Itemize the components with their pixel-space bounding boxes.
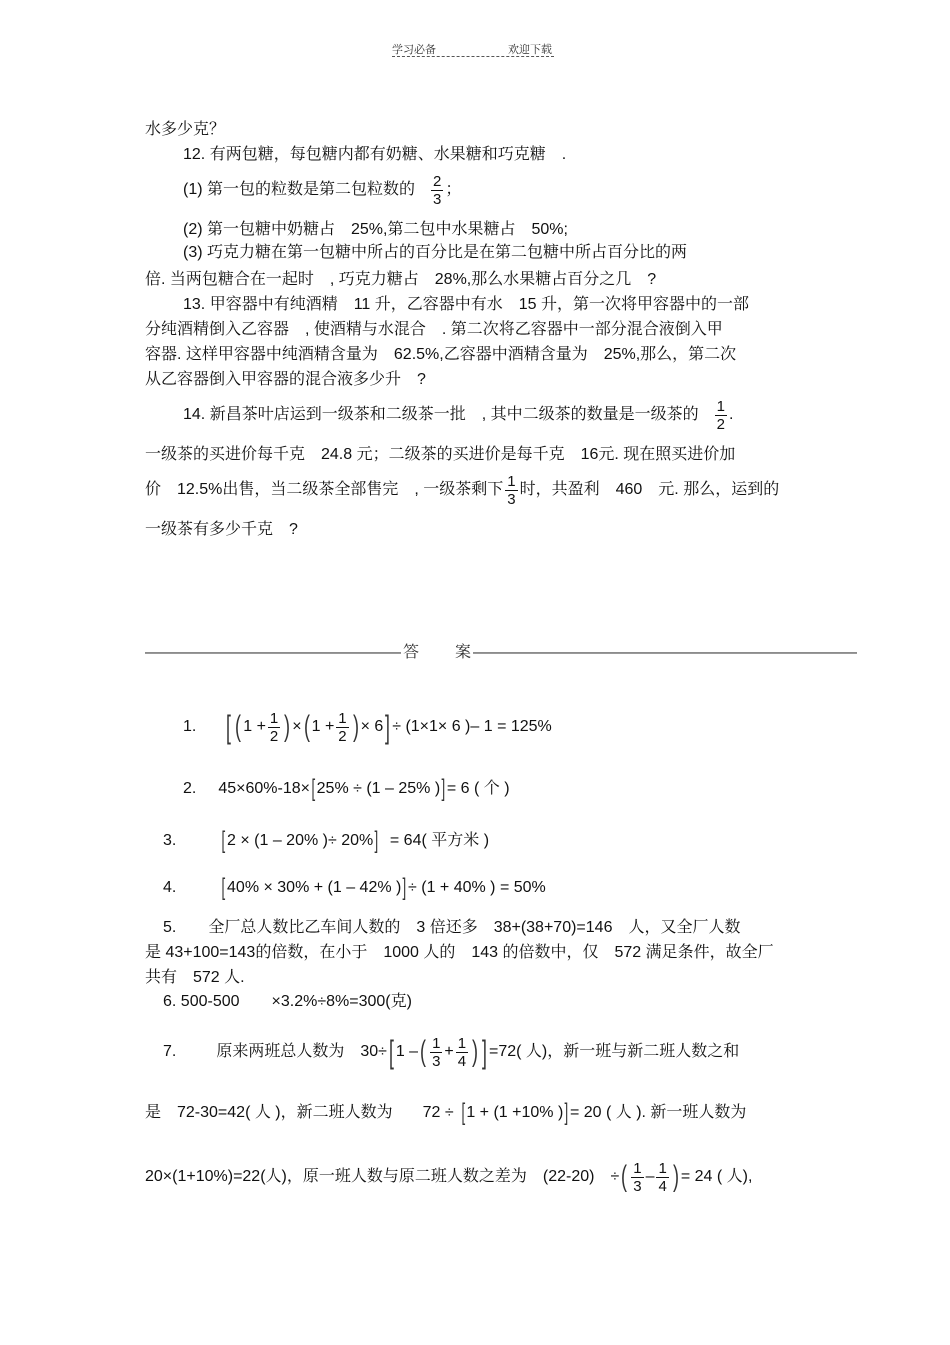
problem-13-line-3: 容器. 这样甲容器中纯酒精含量为 62.5%,乙容器中酒精含量为 25%,那么，第二次 — [145, 346, 737, 363]
bracket-open: [ — [461, 1099, 465, 1126]
header-right: 欢迎下载 — [508, 44, 552, 56]
problem-14-line-4: 一级茶有多少千克 ? — [145, 521, 298, 538]
answer-7-line-2 — [145, 1100, 746, 1126]
paren-open: ( — [235, 710, 242, 743]
expr-text: 是 72-30=42( 人 )，新二班人数为 — [145, 1104, 393, 1121]
p14-line3-text: 价 12.5%出售，当二级茶全部售完 , 一级茶剩下 — [145, 481, 504, 498]
bracket-close: ] — [385, 709, 391, 745]
problem-12-condition-3b: 倍. 当两包糖合在一起时 , 巧克力糖占 28%,那么水果糖占百分之几 ? — [145, 271, 657, 288]
expr-text: 2 × (1 – 20% )÷ 20% — [227, 832, 374, 849]
answer-7-line-1 — [163, 1027, 739, 1077]
fraction-numerator: 1 — [432, 1034, 441, 1052]
fraction-numerator: 1 — [269, 709, 279, 727]
fraction-denominator: 2 — [269, 727, 279, 745]
paren-open: ( — [420, 1035, 427, 1068]
expr-text: 1 – — [395, 1043, 419, 1060]
p14-line1-end: . — [728, 406, 734, 423]
expr-text: ÷ (1 + 40% ) = 50% — [408, 879, 546, 896]
fraction-third — [430, 1035, 442, 1070]
fraction-denominator: 3 — [507, 490, 516, 508]
p14-fraction-third — [505, 473, 517, 508]
answer-4 — [163, 875, 546, 901]
divider-dashes-right: ———————————————————————— — [473, 644, 858, 661]
answer-5-line-2: 是 43+100=143的倍数，在小于 1000 人的 143 的倍数中，仅 572 满足条件，故全厂 — [145, 944, 774, 961]
problem-14-line-1 — [183, 395, 733, 435]
expr-text: 40% × 30% + (1 – 42% ) — [227, 879, 402, 896]
answer-3 — [163, 828, 489, 854]
problem-12-condition-3a: (3) 巧克力糖在第一包糖中所占的百分比是在第二包糖中所占百分比的两 — [183, 244, 688, 261]
header-rule — [392, 56, 554, 57]
answer-number: 7. — [163, 1043, 177, 1060]
expr-text: =72( 人)，新一班与新二班人数之和 — [489, 1043, 740, 1060]
bracket-open: [ — [221, 827, 226, 854]
fraction-numerator: 2 — [433, 172, 442, 190]
fraction-third — [631, 1160, 643, 1195]
p12-1-text: (1) 第一包的粒数是第二包粒数的 — [183, 181, 416, 198]
problem-13-line-2: 分纯酒精倒入乙容器 , 使酒精与水混合 . 第二次将乙容器中一部分混合液倒入甲 — [145, 321, 723, 338]
problem-12-intro: 12. 有两包糖，每包糖内都有奶糖、水果糖和巧克糖 . — [183, 146, 567, 163]
expr-text: – — [645, 1168, 655, 1185]
problem-13-line-4: 从乙容器倒入甲容器的混合液多少升 ? — [145, 371, 426, 388]
answer-5-line-3: 共有 572 人. — [145, 969, 245, 986]
p14-line3-end: 时，共盈利 460 元. 那么，运到的 — [519, 481, 780, 498]
bracket-close: ] — [482, 1034, 487, 1070]
expr-text: 1 + — [243, 718, 266, 735]
prev-problem-tail: 水多少克？ — [145, 121, 226, 138]
fraction-numerator: 1 — [338, 709, 347, 727]
answer-number: 2. — [183, 780, 197, 797]
fraction-numerator: 1 — [633, 1159, 642, 1177]
expr-text: 原来两班总人数为 30÷ — [216, 1043, 387, 1060]
fraction-numerator: 1 — [457, 1034, 467, 1052]
problem-12-condition-2: (2) 第一包糖中奶糖占 25%,第二包中水果糖占 50%; — [183, 221, 568, 238]
p12-1-end: ； — [445, 181, 462, 198]
answer-divider — [145, 643, 857, 663]
paren-close: ) — [472, 1035, 479, 1068]
expr-text: = 20 ( 人 ). 新一班人数为 — [569, 1104, 747, 1121]
fraction-numerator: 1 — [716, 397, 725, 415]
expr-text: 25% ÷ (1 – 25% ) — [316, 780, 441, 797]
fraction-quarter — [656, 1160, 668, 1195]
paren-open: ( — [621, 1160, 628, 1193]
fraction-half — [268, 710, 280, 745]
bracket-open: [ — [226, 709, 232, 745]
fraction-denominator: 4 — [658, 1177, 667, 1195]
fraction-half — [336, 710, 348, 745]
header-left: 学习必备 — [392, 44, 436, 56]
p12-1-fraction — [431, 173, 443, 208]
expr-text: × — [292, 718, 302, 735]
answer-number: 4. — [163, 879, 177, 896]
fraction-denominator: 3 — [633, 1177, 642, 1195]
divider-dashes-left: ———————————————— — [145, 644, 401, 661]
paren-close: ) — [352, 710, 359, 743]
fraction-numerator: 1 — [658, 1159, 667, 1177]
paren-close: ) — [672, 1160, 679, 1193]
answer-1 — [183, 702, 552, 752]
bracket-open: [ — [311, 775, 316, 802]
expr-text: = 6 ( 个 ) — [446, 780, 510, 797]
bracket-open: [ — [388, 1034, 394, 1070]
expr-text: 72 ÷ — [422, 1104, 454, 1121]
expr-text: 45×60%-18× — [218, 780, 310, 797]
expr-text: ÷ (1×1× 6 )– 1 = 125% — [392, 718, 552, 735]
fraction-denominator: 2 — [338, 727, 347, 745]
problem-14-line-2: 一级茶的买进价每千克 24.8 元；二级茶的买进价是每千克 16元. 现在照买进价加 — [145, 446, 736, 463]
expr-text: = 24 ( 人), — [680, 1168, 753, 1185]
bracket-close: ] — [564, 1099, 569, 1126]
answer-2 — [183, 776, 510, 802]
expr-text: 1 + — [311, 718, 335, 735]
answer-label-2: 案 — [455, 644, 472, 661]
bracket-close: ] — [374, 827, 379, 854]
answer-number: 3. — [163, 832, 177, 849]
fraction-denominator: 2 — [716, 415, 725, 433]
expr-text: 20×(1+10%)=22(人)，原一班人数与原二班人数之差为 (22-20) ÷ — [145, 1168, 620, 1185]
problem-13-line-1: 13. 甲容器中有纯酒精 11 升，乙容器中有水 15 升，第一次将甲容器中的一部 — [183, 296, 749, 313]
answer-label-1: 答 — [403, 644, 420, 661]
p14-fraction-half — [715, 398, 727, 433]
expr-text: + — [444, 1043, 454, 1060]
answer-7-line-3 — [145, 1152, 752, 1202]
paren-close: ) — [284, 710, 291, 743]
answer-5-line-1: 5. 全厂总人数比乙车间人数的 3 倍还多 38+(38+70)=146 人，又全厂人数 — [163, 919, 741, 936]
answer-number: 1. — [183, 718, 197, 735]
fraction-denominator: 3 — [432, 1052, 441, 1070]
paren-open: ( — [303, 710, 310, 743]
expr-text: = 64( 平方米 ) — [389, 832, 490, 849]
problem-12-condition-1 — [183, 170, 461, 210]
expr-text: 1 + (1 +10% ) — [466, 1104, 564, 1121]
bracket-close: ] — [402, 874, 407, 901]
fraction-denominator: 3 — [433, 190, 442, 208]
fraction-numerator: 1 — [507, 472, 516, 490]
expr-text: × 6 — [360, 718, 384, 735]
p14-line1-text: 14. 新昌茶叶店运到一级茶和二级茶一批 , 其中二级茶的数量是一级茶的 — [183, 406, 699, 423]
bracket-close: ] — [441, 775, 446, 802]
problem-14-line-3 — [145, 470, 779, 510]
bracket-open: [ — [221, 874, 226, 901]
fraction-denominator: 4 — [457, 1052, 467, 1070]
answer-6: 6. 500-500 ×3.2%÷8%=300(克) — [163, 993, 412, 1010]
fraction-quarter — [456, 1035, 468, 1070]
